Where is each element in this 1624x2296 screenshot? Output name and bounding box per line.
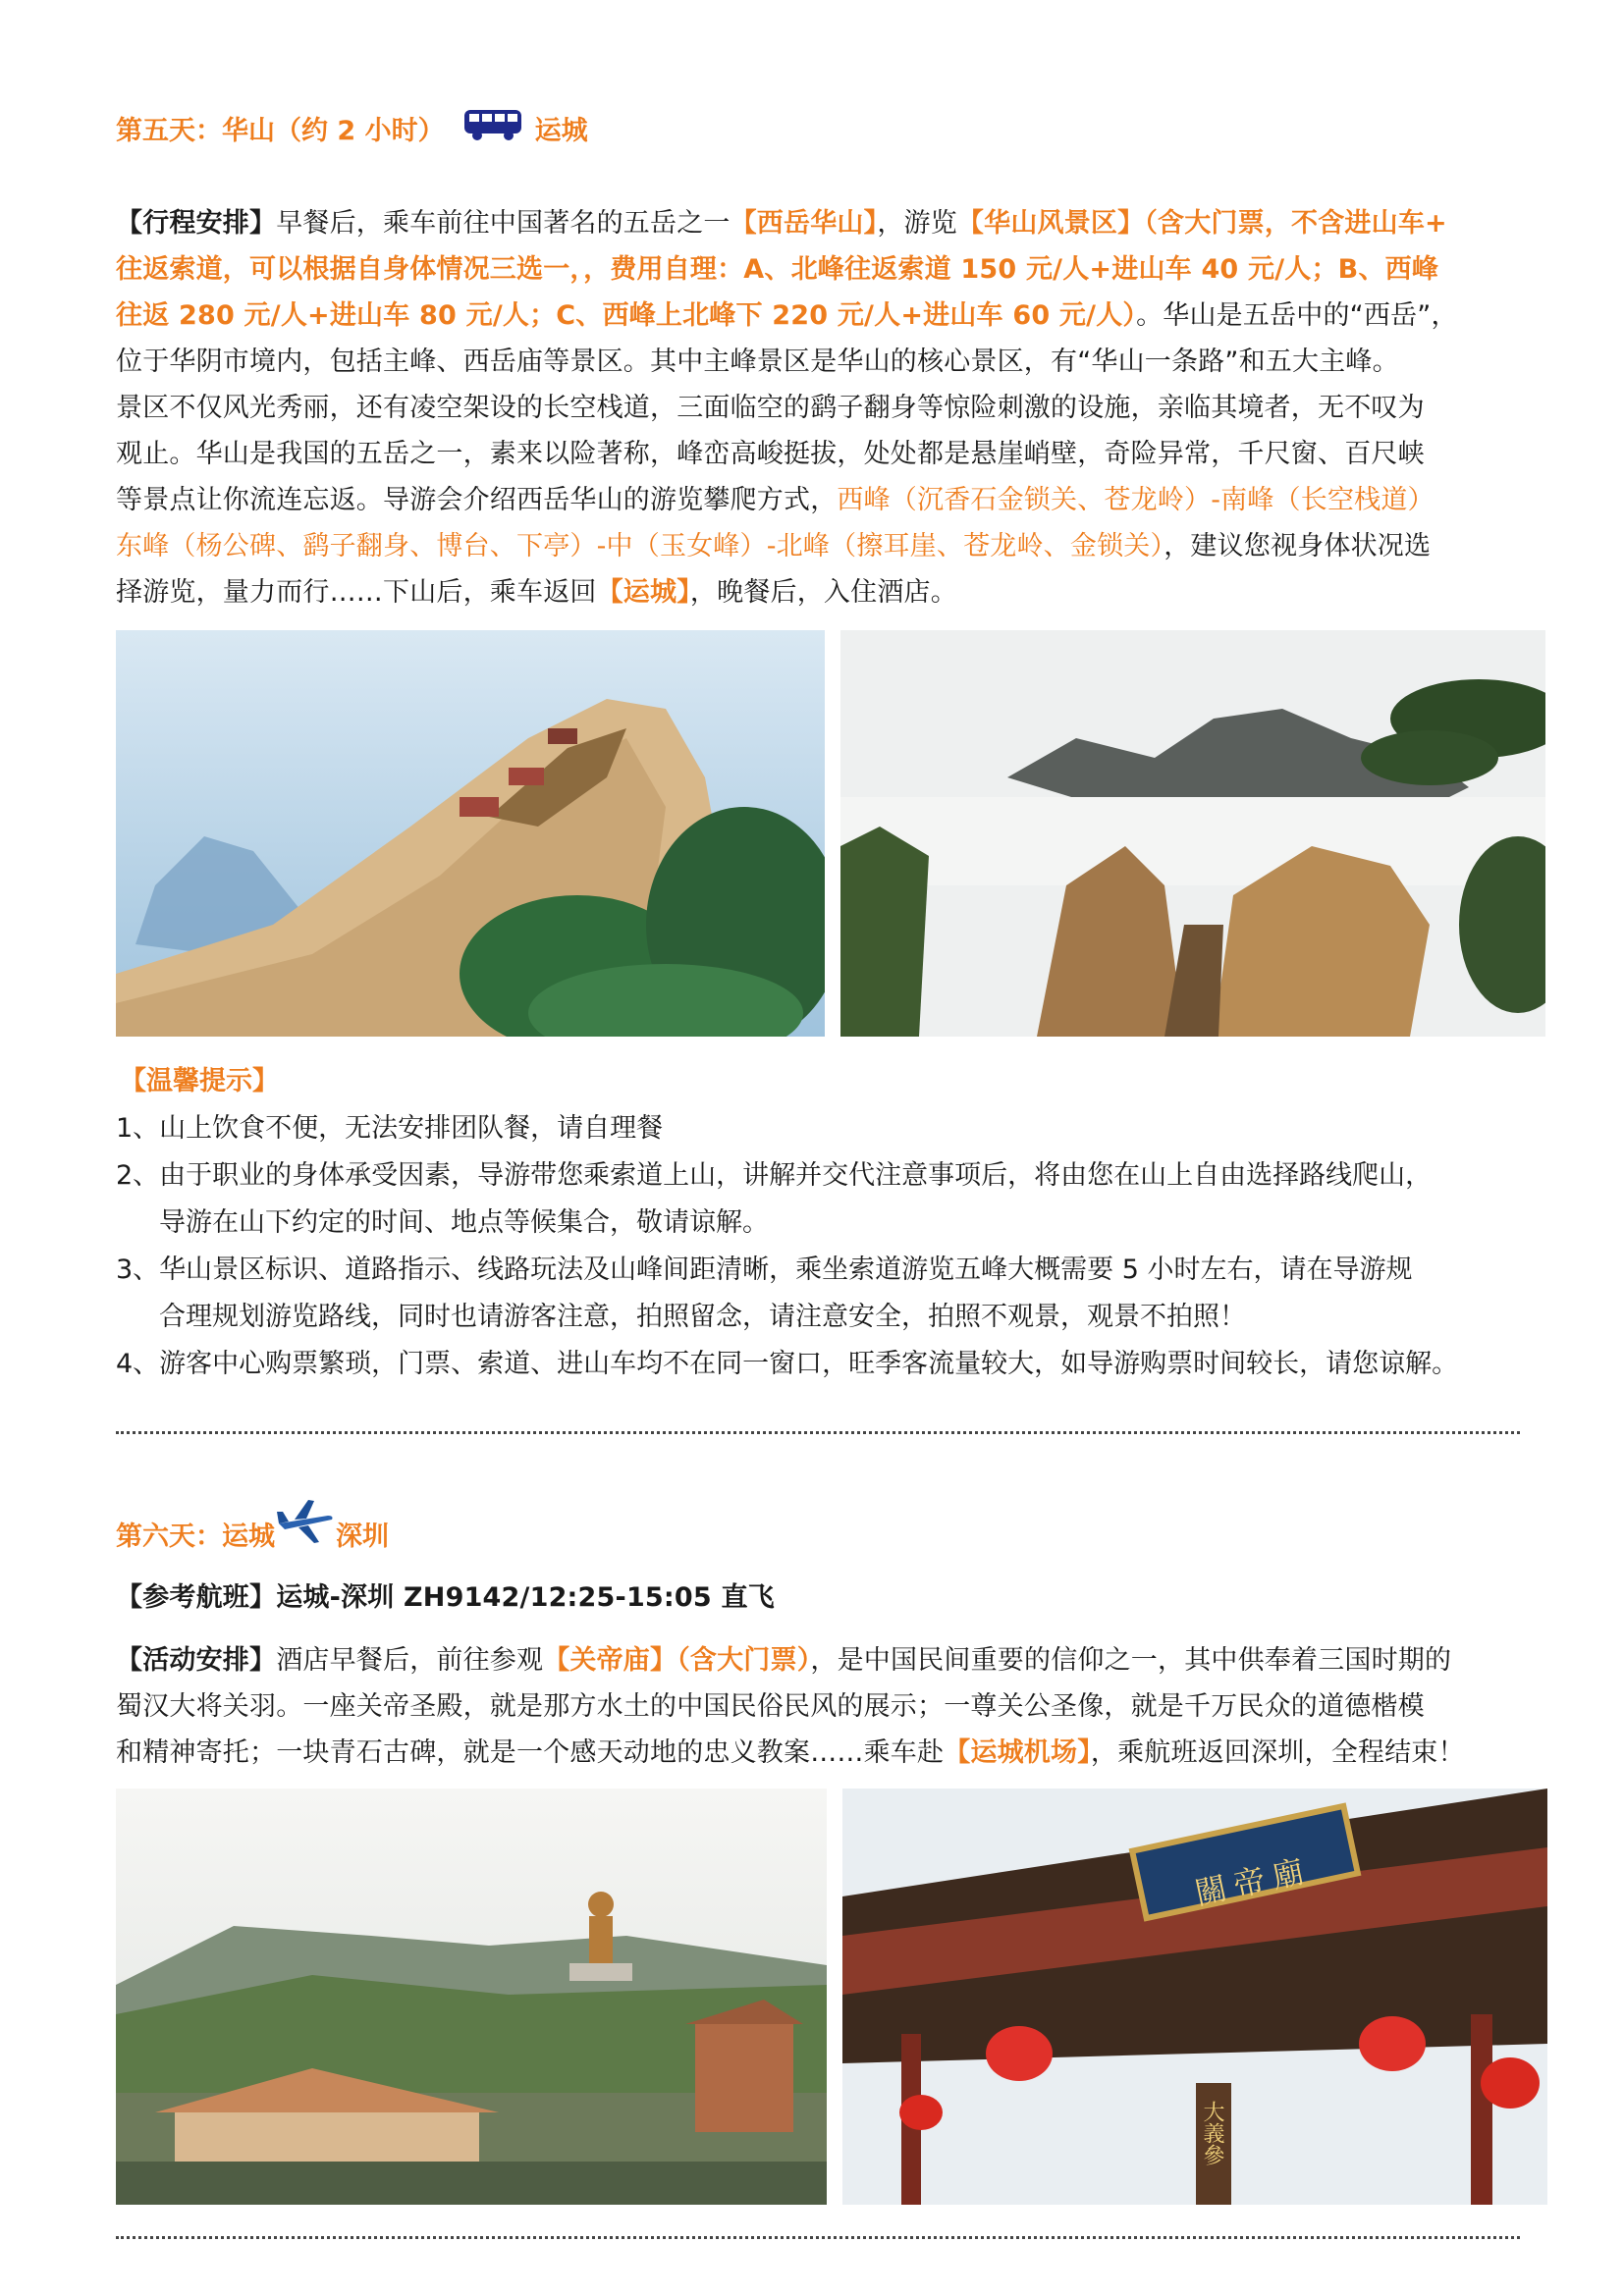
day5-para-text: ，游览 <box>877 208 957 239</box>
day5-title <box>116 106 588 149</box>
day5-para-text: ，晚餐后，入住酒店。 <box>689 577 957 608</box>
day6-para-text: 蜀汉大将关羽。一座关帝圣殿，就是那方水土的中国民俗民风的展示；一尊关公圣像，就是千万民众的道德楷模 <box>116 1691 1425 1722</box>
day5-destination: 运城 <box>534 115 588 146</box>
day5-para-text: 西峰（沉香石金锁关、苍龙岭）-南峰（长空栈道） <box>837 485 1435 515</box>
tip-item: 3、华山景区标识、道路指示、线路玩法及山峰间距清晰，乘坐索道游览五峰大概需要 5 小时左右，请在导游规 <box>116 1255 1413 1285</box>
day5-para-text: 。华山是五岳中的“西岳”， <box>1136 300 1458 331</box>
flight-info <box>116 1575 1538 1621</box>
tips-list <box>116 1105 1549 1388</box>
day6-para-text: 【活动安排】 <box>116 1645 277 1676</box>
tips-title <box>120 1056 279 1099</box>
day6-para-text: ，是中国民间重要的信仰之一，其中供奉着三国时期的 <box>810 1645 1452 1676</box>
tip-item: 合理规划游览路线，同时也请游客注意，拍照留念，请注意安全，拍照不观景，观景不拍照！ <box>159 1302 1246 1332</box>
tip-item: 4、游客中心购票繁琐，门票、索道、进山车均不在同一窗口，旺季客流量较大，如导游购票时间较长，请您谅解。 <box>116 1349 1459 1379</box>
day5-para-text: 观止。华山是我国的五岳之一，素来以险著称，峰峦高峻挺拔，处处都是悬崖峭壁，奇险异常，千尺窗、百尺峡 <box>116 439 1425 469</box>
huashan-sea-of-clouds-photo <box>840 630 1545 1037</box>
day6-title-text: 第六天：运城 <box>116 1521 275 1552</box>
day5-para-text: 景区不仅风光秀丽，还有凌空架设的长空栈道，三面临空的鹞子翻身等惊险刺激的设施，亲临其境者，无不叹为 <box>116 393 1425 423</box>
day5-para-line <box>116 246 1538 293</box>
day6-para-line <box>116 1637 1538 1683</box>
bus-icon <box>462 107 523 149</box>
day5-para-text: 往返索道，可以根据自身体情况三选一，，费用自理：A、北峰往返索道 150 元/人+进山车 40 元/人；B、西峰 <box>116 254 1439 285</box>
day5-para-text: 【华山风景区】（含大门票，不含进山车+ <box>956 208 1447 239</box>
temple-sign: 關帝廟 <box>1191 1850 1316 1913</box>
day5-itinerary <box>116 200 1538 615</box>
day5-para-text: 【西岳华山】 <box>730 208 878 239</box>
day6-para-line <box>116 1730 1538 1776</box>
day6-para-text: 【关帝庙】（含大门票） <box>543 1645 811 1676</box>
day6-para-text: ，乘航班返回深圳，全程结束！ <box>1090 1737 1465 1768</box>
section-divider <box>116 1425 1520 1434</box>
day5-title-text: 第五天：华山（约 2 小时） <box>116 115 445 146</box>
tip-item: 1、山上饮食不便，无法安排团队餐，请自理餐 <box>116 1113 664 1144</box>
day5-para-line <box>116 523 1538 569</box>
guandi-temple-photo <box>842 1789 1547 2205</box>
day5-para-line <box>116 431 1538 477</box>
day5-para-line <box>116 339 1538 385</box>
day6-title <box>116 1512 389 1555</box>
day5-para-text: 东峰（杨公碑、鹞子翻身、博台、下亭）-中（玉女峰）-北峰（擦耳崖、苍龙岭、金锁关） <box>116 531 1164 561</box>
huashan-cliff-photo <box>116 630 825 1037</box>
day5-para-text: 位于华阴市境内，包括主峰、西岳庙等景区。其中主峰景区是华山的核心景区，有“华山一条路”和五大主峰。 <box>116 347 1399 377</box>
day5-para-line <box>116 569 1538 615</box>
guan-yu-statue-photo <box>116 1789 827 2205</box>
day6-para-text: 和精神寄托；一块青石古碑，就是一个感天动地的忠义教案……乘车赴 <box>116 1737 945 1768</box>
day5-para-text: 【行程安排】 <box>116 208 277 239</box>
tip-item: 导游在山下约定的时间、地点等候集合，敬请谅解。 <box>159 1207 769 1238</box>
day5-para-text: 择游览，量力而行……下山后，乘车返回 <box>116 577 597 608</box>
day5-para-line <box>116 293 1538 339</box>
airplane-icon <box>275 1498 336 1552</box>
tips-title-text: 【温馨提示】 <box>120 1065 279 1096</box>
section-divider-bottom <box>116 2230 1520 2239</box>
day5-para-line <box>116 385 1538 431</box>
day6-para-text: 【运城机场】 <box>944 1737 1091 1768</box>
day5-para-line <box>116 477 1538 523</box>
day6-destination: 深圳 <box>336 1521 389 1552</box>
day5-para-text: ，建议您视身体状况选 <box>1164 531 1432 561</box>
day5-para-text: 等景点让你流连忘返。导游会介绍西岳华山的游览攀爬方式， <box>116 485 838 515</box>
flight-text: 【参考航班】运城-深圳 ZH9142/12:25-15:05 直飞 <box>116 1582 775 1613</box>
day5-para-line <box>116 200 1538 246</box>
day5-para-text: 早餐后，乘车前往中国著名的五岳之一 <box>276 208 731 239</box>
day6-itinerary <box>116 1637 1538 1776</box>
day6-para-line <box>116 1683 1538 1730</box>
day5-para-text: 【运城】 <box>596 577 690 608</box>
tip-item: 2、由于职业的身体承受因素，导游带您乘索道上山，讲解并交代注意事项后，将由您在山上自由选择路线爬山， <box>116 1160 1433 1191</box>
temple-plaque: 大義參 <box>1200 2101 1224 2165</box>
day5-para-text: 往返 280 元/人+进山车 80 元/人；C、西峰上北峰下 220 元/人+进山车 60 元/人） <box>116 300 1137 331</box>
day6-para-text: 酒店早餐后，前往参观 <box>276 1645 544 1676</box>
